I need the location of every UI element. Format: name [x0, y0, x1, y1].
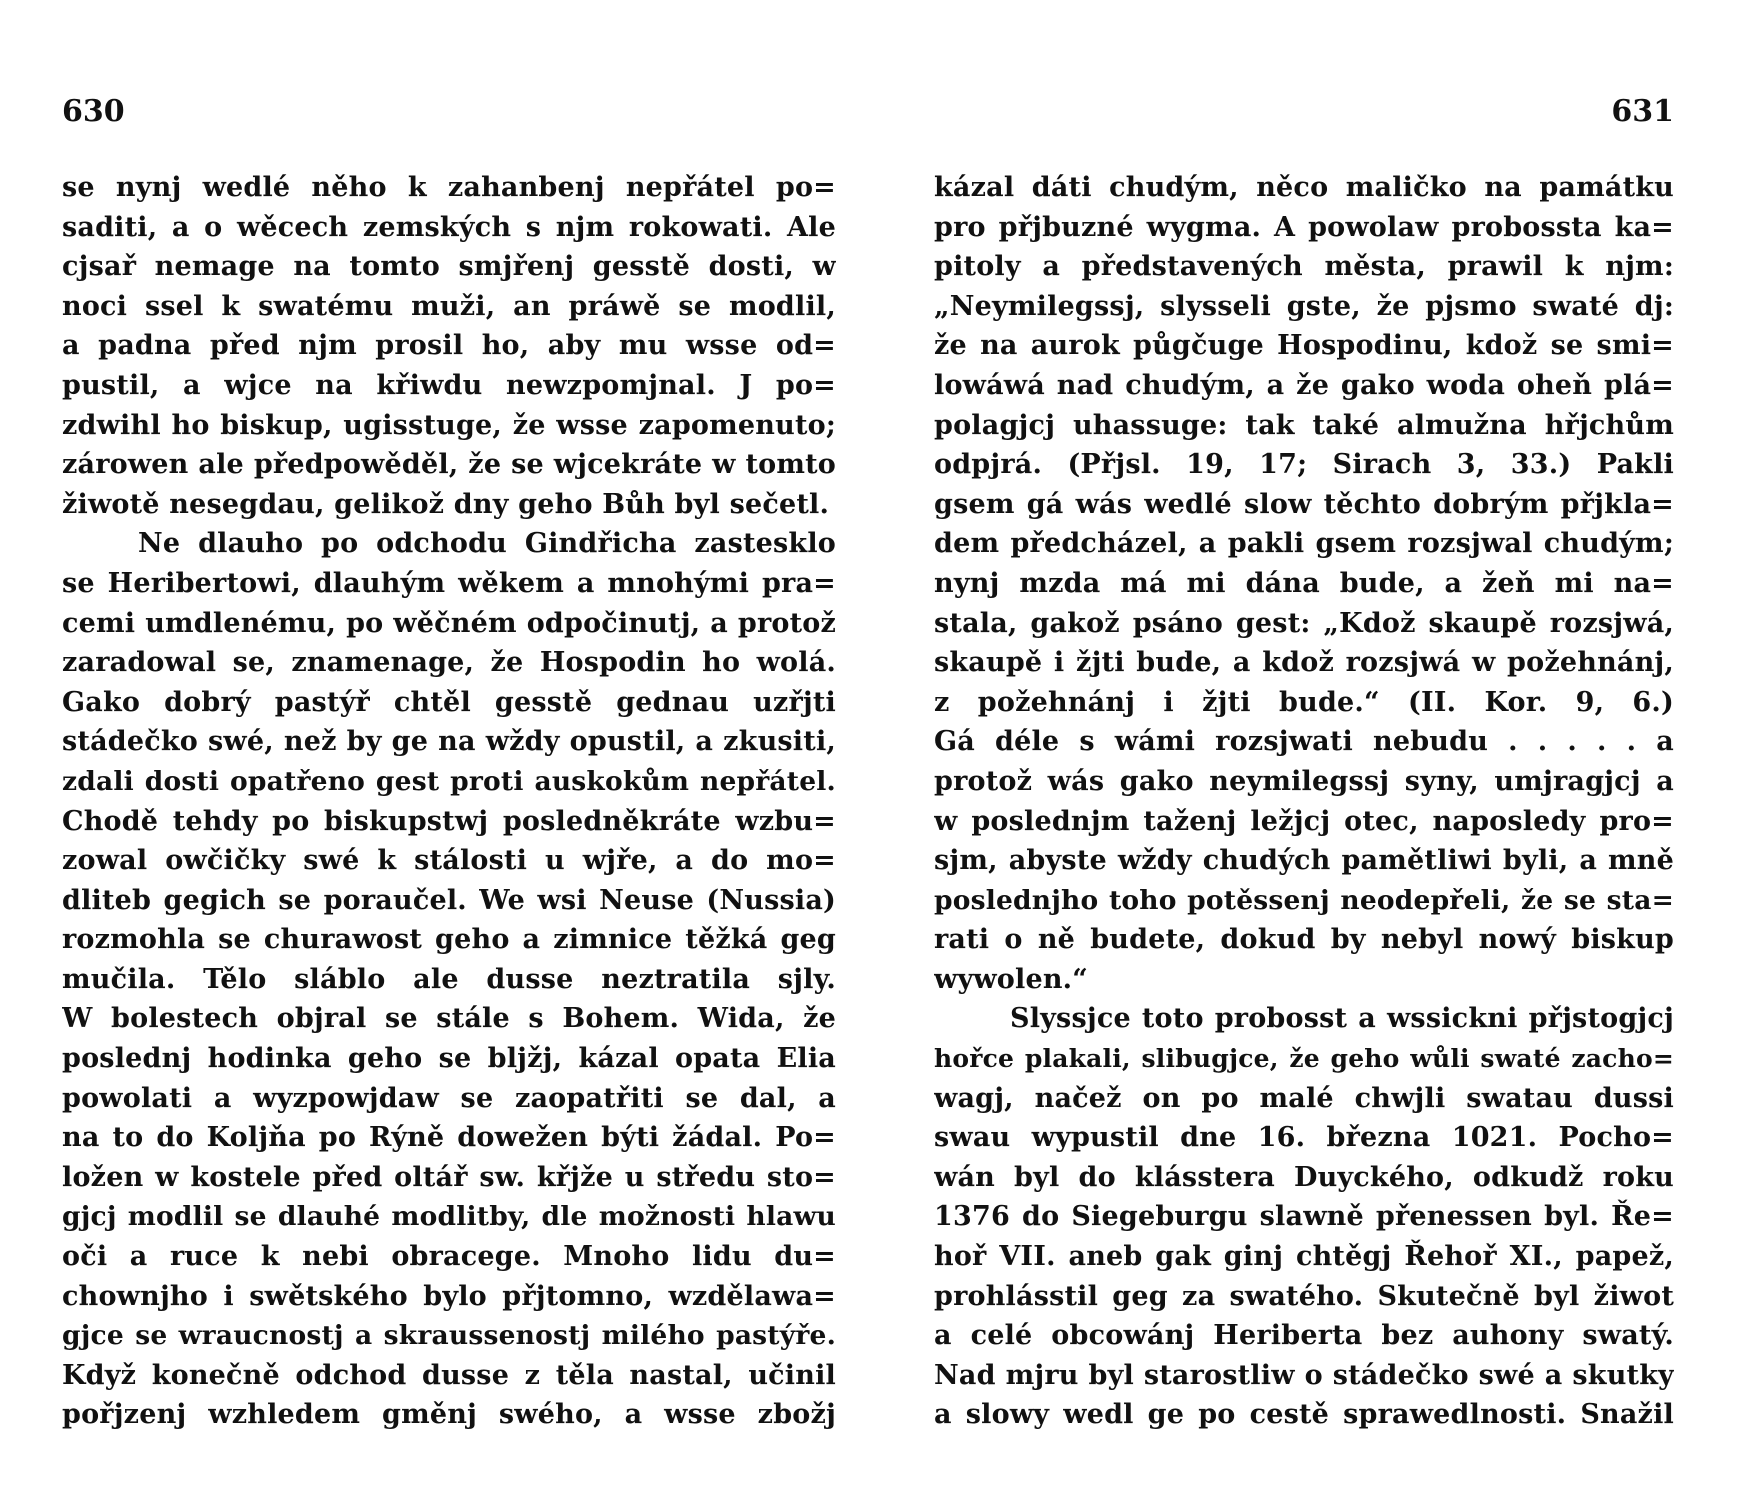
text-line: mučila. Tělo sláblo ale dusse neztratila sjly.	[62, 963, 836, 995]
text-line: „Neymilegssj, slysseli gste, že pjsmo swaté dj:	[934, 290, 1674, 322]
text-line: oči a ruce k nebi obracege. Mnoho lidu du=	[62, 1241, 836, 1273]
text-line: zaradowal se, znamenage, že Hospodin ho wolá.	[62, 647, 836, 679]
page-number: 630	[62, 94, 125, 129]
text-line: W bolestech objral se stále s Bohem. Wida, že	[62, 1003, 836, 1035]
text-line: gjcj modlil se dlauhé modlitby, dle možnosti hlawu	[62, 1201, 836, 1233]
text-line: se nynj wedlé něho k zahanbenj nepřátel po=	[62, 172, 836, 203]
text-line: na to do Koljňa po Rýně dowežen býti žádal. Po=	[62, 1122, 836, 1154]
text-line: hoř VII. aneb gak ginj chtěgj Řehoř XI., papež,	[934, 1241, 1674, 1273]
text-line: wagj, načež on po malé chwjli swatau dussi	[934, 1082, 1674, 1114]
text-line: zowal owčičky swé k stálosti u wjře, a do mo=	[62, 845, 836, 877]
text-line: powolati a wyzpowjdaw se zaopatřiti se dal, a	[62, 1082, 836, 1114]
text-line: se Heribertowi, dlauhým wěkem a mnohými pra=	[62, 567, 836, 599]
text-line: a celé obcowánj Heriberta bez auhony swatý.	[934, 1320, 1674, 1352]
text-line: poslednjho toho potěssenj neodepřeli, že se sta=	[934, 884, 1674, 916]
text-line: pro přjbuzné wygma. A powolaw probossta ka=	[934, 211, 1674, 243]
text-line: prohlásstil geg za swatého. Skutečně byl žiwot	[934, 1280, 1674, 1312]
text-line: Gá déle s wámi rozsjwati nebudu . . . . . a	[934, 726, 1674, 758]
text-line: Chodě tehdy po biskupstwj posledněkráte wzbu=	[62, 805, 836, 837]
text-line: gjce se wraucnostj a skraussenostj milého pastýře.	[62, 1320, 836, 1352]
text-line: gsem gá wás wedlé slow těchto dobrým přjkla=	[934, 488, 1674, 520]
text-line: wán byl do klásstera Duyckého, odkudž roku	[934, 1161, 1674, 1193]
text-line: zdali dosti opatřeno gest proti auskokům nepřátel.	[62, 765, 836, 797]
text-line: kázal dáti chudým, něco maličko na památku	[934, 172, 1674, 203]
text-line: nynj mzda má mi dána bude, a žeň mi na=	[934, 567, 1674, 599]
text-line: Ne dlauho po odchodu Gindřicha zastesklo	[138, 528, 836, 560]
text-line: Gako dobrý pastýř chtěl gesstě gednau uzřjti	[62, 686, 836, 718]
page-text	[62, 168, 836, 1435]
text-line: skaupě i žjti bude, a kdož rozsjwá w požehnánj,	[934, 647, 1674, 679]
text-line: ložen w kostele před oltář sw. křjže u středu sto=	[62, 1161, 836, 1193]
text-line: a slowy wedl ge po cestě sprawedlnosti. Snažil	[934, 1399, 1674, 1431]
text-line: lowáwá nad chudým, a že gako woda oheň plá=	[934, 369, 1674, 401]
text-line: stádečko swé, než by ge na wždy opustil, a zkusiti,	[62, 726, 836, 758]
text-line: rati o ně budete, dokud by nebyl nowý biskup	[934, 924, 1674, 956]
text-line: stala, gakož psáno gest: „Kdož skaupě rozsjwá,	[934, 607, 1674, 639]
text-line: že na aurok půgčuge Hospodinu, kdož se smi=	[934, 330, 1674, 362]
text-line: Když konečně odchod dusse z těla nastal, učinil	[62, 1359, 836, 1391]
text-line: noci ssel k swatému muži, an práwě se modlil,	[62, 290, 836, 322]
text-line: dliteb gegich se poraučel. We wsi Neuse (Nussia)	[62, 884, 836, 916]
text-line: w poslednjm taženj ležjcj otec, naposledy pro=	[934, 805, 1674, 837]
text-line: pořjzenj wzhledem gměnj swého, a wsse zbožj	[62, 1399, 836, 1431]
text-line: zárowen ale předpowěděl, že se wjcekráte w tomto	[62, 449, 836, 481]
text-line: cjsař nemage na tomto smjřenj gesstě dosti, w	[62, 251, 836, 283]
text-line: Slyssjce toto probosst a wssickni přjstogjcj	[1010, 1003, 1674, 1035]
text-line: pustil, a wjce na křiwdu newzpomjnal. J po=	[62, 369, 836, 401]
text-line: z požehnánj i žjti bude.“ (II. Kor. 9, 6.)	[934, 686, 1674, 718]
text-line: saditi, a o wěcech zemských s njm rokowati. Ale	[62, 211, 836, 243]
text-line: protož wás gako neymilegssj syny, umjragjcj a	[934, 765, 1674, 797]
text-line: odpjrá. (Přjsl. 19, 17; Sirach 3, 33.) Pakli	[934, 449, 1674, 481]
right-page	[934, 0, 1674, 1500]
text-line: a padna před njm prosil ho, aby mu wsse od=	[62, 330, 836, 362]
text-line: Nad mjru byl starostliw o stádečko swé a skutky	[934, 1359, 1674, 1391]
left-page	[62, 0, 836, 1500]
text-line: polagjcj uhassuge: tak také almužna hřjchům	[934, 409, 1674, 441]
text-line: dem předcházel, a pakli gsem rozsjwal chudým;	[934, 528, 1674, 560]
text-line: 1376 do Siegeburgu slawně přenessen byl. Ře=	[934, 1201, 1674, 1233]
text-line: cemi umdlenému, po wěčném odpočinutj, a protož	[62, 607, 836, 639]
text-line: hořce plakali, slibugjce, že geho wůli swaté zacho=	[934, 1044, 1674, 1074]
text-line: žiwotě nesegdau, gelikož dny geho Bůh byl sečetl.	[62, 488, 830, 520]
page-text	[934, 168, 1674, 1435]
text-line: zdwihl ho biskup, ugisstuge, že wsse zapomenuto;	[62, 409, 836, 441]
text-line: pitoly a představených města, prawil k njm:	[934, 251, 1674, 283]
text-line: chownjho i swětského bylo přjtomno, wzdělawa=	[62, 1280, 836, 1312]
text-line: sjm, abyste wždy chudých pamětliwi byli, a mně	[934, 845, 1674, 877]
text-line: wywolen.“	[934, 963, 1088, 995]
page-number: 631	[1611, 94, 1674, 129]
text-line: swau wypustil dne 16. března 1021. Pocho=	[934, 1122, 1674, 1154]
text-line: poslednj hodinka geho se bljžj, kázal opata Elia	[62, 1043, 836, 1075]
text-line: rozmohla se churawost geho a zimnice těžká geg	[62, 924, 836, 956]
